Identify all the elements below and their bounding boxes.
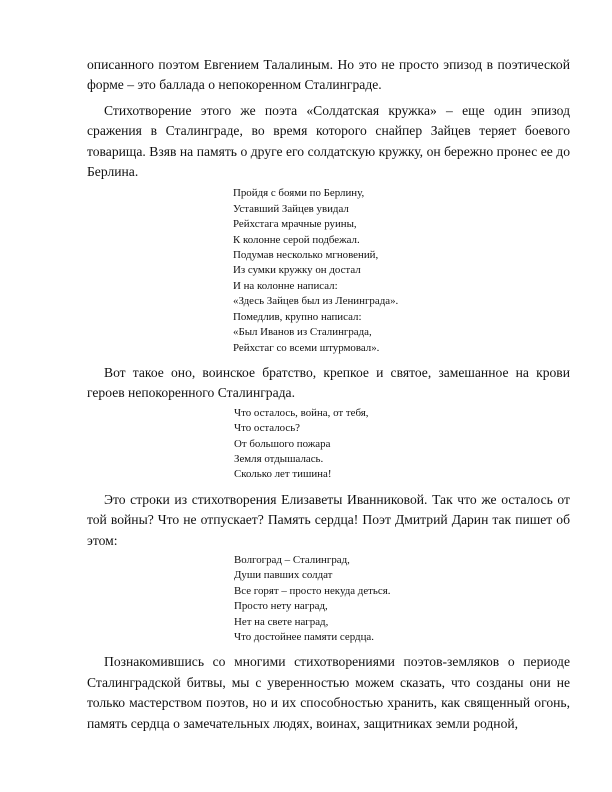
poem-line: Рейхстаг со всеми штурмовал». [233,341,380,354]
poem-what-remains [87,406,570,483]
poem-line: Души павших солдат [234,569,333,582]
paragraph-soldier-mug: Стихотворение этого же поэта «Солдатская кружка» – еще один эпизод сражения в Сталинграде, во время которого снайпер Зайцев теряет боевого товарища. Взяв на память о друге его солдатскую кружку, он бережно пронес ее до Берлина. [87,102,570,180]
poem-line: Просто нету наград, [234,600,328,613]
poem-line: Подумав несколько мгновений, [233,249,379,262]
paragraph-intro-end: описанного поэтом Евгением Талалиным. Но это не просто эпизод в поэтической форме – это баллада о непокоренном Сталинграде. [87,57,570,93]
poem-line: Волгоград – Сталинград, [234,553,350,566]
poem-line: От большого пожара [234,437,331,450]
poem-line: К колонне серой подбежал. [233,233,360,246]
poem-line: Уставший Зайцев увидал [233,202,349,215]
poem-line: Земля отдышалась. [234,452,324,465]
poem-line: Нет на свете наград, [234,615,329,628]
poem-line: Что осталось, война, от тебя, [234,406,369,419]
poem-line: Пройдя с боями по Берлину, [233,187,365,200]
document-page [87,55,570,734]
poem-line: «Был Иванов из Сталинграда, [233,326,372,339]
poem-soldier-mug [87,186,570,355]
paragraph-conclusion: Познакомившись со многими стихотворениями поэтов-земляков о периоде Сталинградской битвы, мы с уверенностью можем сказать, что созданы они не только мастерством поэтов, но и их способностью хранить, как священный огонь, память сердца о замечательных людях, воинах, защитниках земли родной, [87,654,570,731]
poem-line: «Здесь Зайцев был из Ленинграда». [233,295,399,308]
poem-line: Что осталось? [234,422,301,435]
paragraph-brotherhood: Вот такое оно, воинское братство, крепкое и святое, замешанное на крови героев непокоренного Сталинграда. [87,364,570,401]
poem-line: Что достойнее памяти сердца. [234,631,374,643]
poem-volgograd [87,553,570,645]
paragraph-memory-of-heart: Это строки из стихотворения Елизаветы Иванниковой. Так что же осталось от той войны? Что не отпускает? Память сердца! Поэт Дмитрий Дарин так пишет об этом: [87,491,570,548]
poem-line: Сколько лет тишина! [234,468,332,481]
poem-line: Помедлив, крупно написал: [233,310,362,323]
poem-line: Из сумки кружку он достал [233,264,361,277]
poem-line: И на колонне написал: [233,279,338,292]
poem-line: Рейхстага мрачные руины, [233,218,357,231]
poem-line: Все горят – просто некуда деться. [234,584,391,597]
